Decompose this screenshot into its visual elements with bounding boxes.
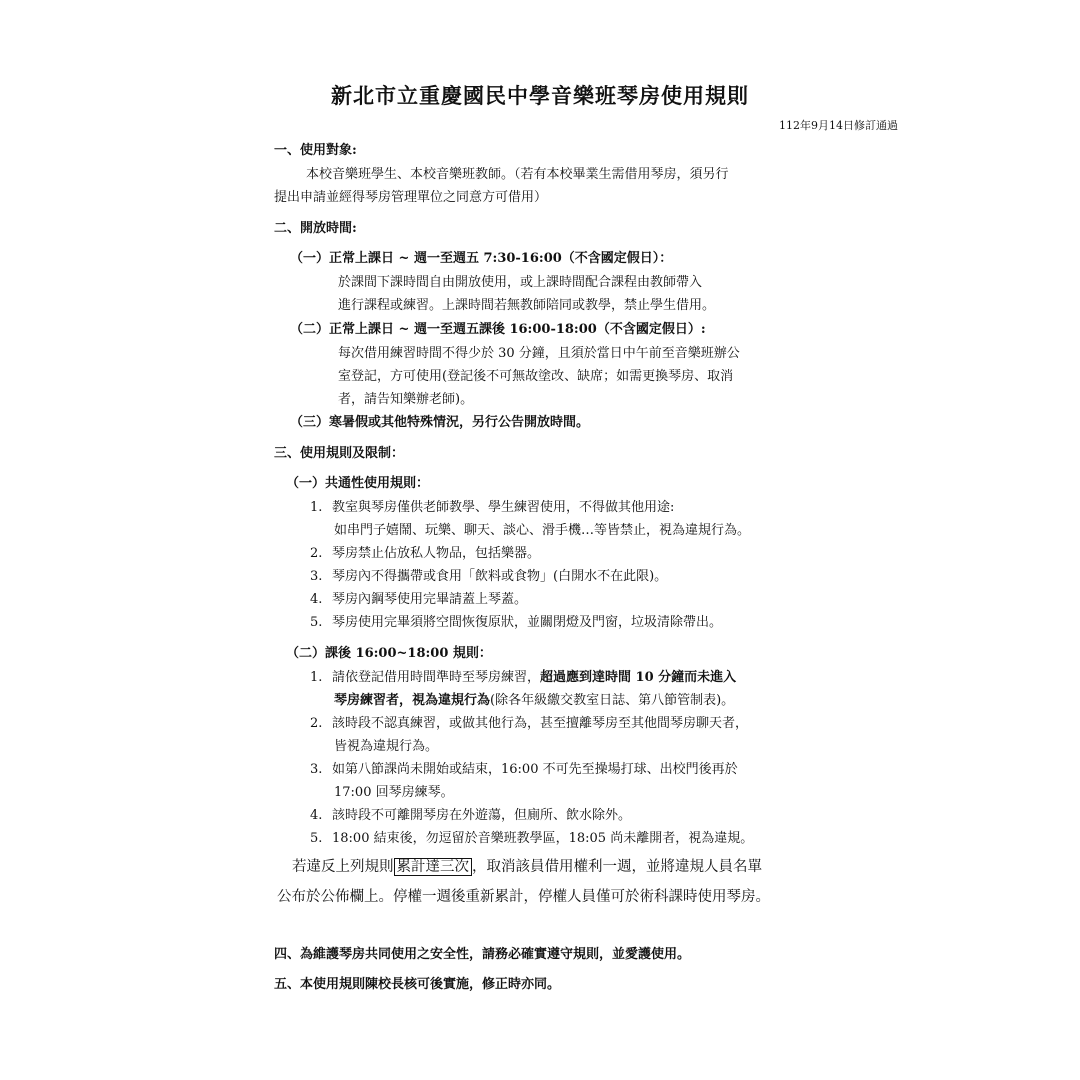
after-school-rule-3-cont: 17:00 回琴房練琴。 [334, 785, 454, 800]
section-2-sub-3-label: （三）寒暑假或其他特殊情況，另行公告開放時間。 [290, 415, 590, 430]
after-school-rule-1 [310, 666, 736, 685]
rule-item-number: 3. [310, 762, 323, 777]
section-2-sub-2-label: （二）正常上課日 ~ 週一至週五課後 16:00-18:00（不含國定假日）: [290, 322, 706, 337]
after-school-rule-4 [310, 804, 631, 823]
after-school-rule-2-cont: 皆視為違規行為。 [334, 739, 439, 754]
penalty-text: 若違反上列規則 [292, 859, 394, 875]
rule-item-number: 4. [310, 592, 323, 607]
section-5: 五、本使用規則陳校長核可後實施，修正時亦同。 [274, 977, 561, 992]
penalty-count-box: 累計達三次 [394, 858, 473, 876]
rule-item-text: 如第八節課尚未開始或結束，16:00 不可先至操場打球、出校門後再於 [332, 762, 738, 777]
section-1-line-2: 提出申請並經得琴房管理單位之同意方可借用） [274, 190, 548, 205]
rule-item-number: 5. [310, 831, 323, 846]
rule-item-5 [310, 611, 722, 630]
rule-item-3 [310, 565, 667, 584]
rule-item-emphasis: 琴房練習者，視為違規行為 [334, 693, 491, 708]
rule-item-text: 該時段不認真練習，或做其他行為，甚至擅離琴房至其他間琴房聊天者， [332, 716, 749, 731]
rule-item-number: 3. [310, 569, 323, 584]
penalty-text: ，取消該員借用權利一週，並將違規人員名單 [472, 859, 762, 875]
rule-item-text: 教室與琴房僅供老師教學、學生練習使用，不得做其他用途: [332, 500, 675, 515]
rule-item-number: 5. [310, 615, 323, 630]
rule-item-number: 1. [310, 670, 323, 685]
section-3-sub-1-label: （一）共通性使用規則： [286, 476, 430, 491]
rule-item-1-cont: 如串門子嬉鬧、玩樂、聊天、談心、滑手機…等皆禁止，視為違規行為。 [334, 523, 751, 538]
section-1-heading: 一、使用對象: [274, 143, 357, 158]
section-2-sub-1-line-2: 進行課程或練習。上課時間若無教師陪同或教學，禁止學生借用。 [338, 298, 716, 313]
penalty-line-1 [292, 855, 762, 876]
rule-item-number: 1. [310, 500, 323, 515]
rule-item-text: 琴房內鋼琴使用完畢請蓋上琴蓋。 [332, 592, 528, 607]
rule-item-text: 18:00 結束後，勿逗留於音樂班教學區，18:05 尚未離開者，視為違規。 [332, 831, 754, 846]
after-school-rule-2 [310, 712, 748, 731]
section-2-sub-2-line-2: 室登記，方可使用(登記後不可無故塗改、缺席；如需更換琴房、取消 [338, 369, 734, 384]
after-school-rule-1-cont [334, 689, 734, 708]
revision-date: 112年9月14日修訂通過 [779, 119, 898, 132]
rule-item-text: 琴房禁止佔放私人物品，包括樂器。 [332, 546, 541, 561]
section-2-heading: 二、開放時間: [274, 221, 357, 236]
section-2-sub-1-line-1: 於課間下課時間自由開放使用，或上課時間配合課程由教師帶入 [338, 275, 703, 290]
rule-item-text: 琴房使用完畢須將空間恢復原狀，並關閉燈及門窗，垃圾清除帶出。 [332, 615, 723, 630]
rule-item-text: (除各年級繳交教室日誌、第八節管制表)。 [490, 693, 735, 708]
section-2-sub-2-line-3: 者，請告知樂辦老師)。 [338, 392, 474, 407]
section-3-sub-2-label: （二）課後 16:00~18:00 規則： [286, 646, 492, 661]
section-3-heading: 三、使用規則及限制： [274, 446, 405, 461]
penalty-line-2: 公布於公佈欄上。停權一週後重新累計，停權人員僅可於術科課時使用琴房。 [277, 889, 770, 905]
rule-item-number: 2. [310, 716, 323, 731]
rule-item-emphasis: 超過應到達時間 10 分鐘而未進入 [540, 670, 737, 685]
page-title: 新北市立重慶國民中學音樂班琴房使用規則 [331, 83, 749, 108]
rule-item-text: 琴房內不得攜帶或食用「飲料或食物」(白開水不在此限)。 [332, 569, 668, 584]
after-school-rule-3 [310, 758, 738, 777]
rule-item-1 [310, 496, 674, 515]
section-1-line-1: 本校音樂班學生、本校音樂班教師。（若有本校畢業生需借用琴房，須另行 [306, 167, 729, 182]
after-school-rule-5 [310, 827, 753, 846]
section-2-sub-2-line-1: 每次借用練習時間不得少於 30 分鐘，且須於當日中午前至音樂班辦公 [338, 346, 740, 361]
rule-item-text: 該時段不可離開琴房在外遊蕩，但廁所、飲水除外。 [332, 808, 632, 823]
rule-item-number: 2. [310, 546, 323, 561]
rule-item-4 [310, 588, 527, 607]
rule-item-text: 請依登記借用時間準時至琴房練習， [332, 670, 541, 685]
section-4: 四、為維護琴房共同使用之安全性，請務必確實遵守規則，並愛護使用。 [274, 947, 691, 962]
rule-item-2 [310, 542, 540, 561]
section-2-sub-1-label: （一）正常上課日 ~ 週一至週五 7:30-16:00（不含國定假日）： [290, 251, 673, 266]
rule-item-number: 4. [310, 808, 323, 823]
